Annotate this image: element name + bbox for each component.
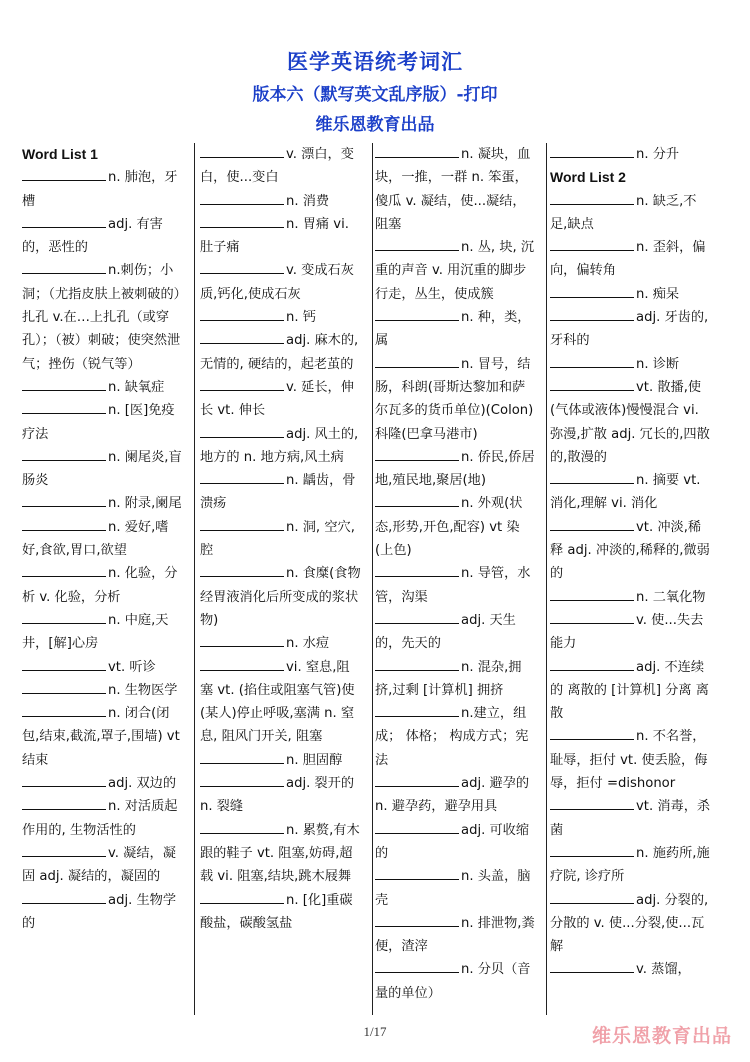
- definition-text: n. 爱好,嗜好,食欲,胃口,欲望: [22, 519, 169, 559]
- answer-blank: [200, 633, 284, 647]
- definition-text: adj. 麻木的, 无情的, 硬结的，起老茧的: [200, 333, 359, 372]
- answer-blank: [550, 610, 634, 624]
- answer-blank: [22, 260, 106, 274]
- answer-blank: [22, 517, 106, 531]
- definition-text: n. 混杂,拥挤,过剩 [计算机] 拥挤: [375, 659, 522, 698]
- vocab-entry: [22, 702, 184, 772]
- definition-text: n. 排泄物,粪便，渣滓: [375, 915, 535, 955]
- answer-blank: [22, 167, 106, 181]
- word-list-heading: Word List 2: [550, 169, 626, 186]
- answer-blank: [375, 610, 459, 624]
- vocab-entry: [550, 283, 712, 306]
- definition-text: vt. 散播,使(气体或液体)慢慢混合 vi. 弥漫,扩散 adj. 冗长的,四散的,散漫的: [550, 379, 710, 465]
- answer-blank: [550, 796, 634, 810]
- vocab-entry: [550, 958, 712, 981]
- answer-blank: [200, 214, 284, 228]
- definition-text: vt. 听诊: [108, 659, 156, 675]
- definition-text: adj. 可收缩的: [375, 822, 530, 861]
- definition-text: vt. 消毒，杀菌: [550, 799, 711, 838]
- vocab-entry: [375, 353, 537, 446]
- answer-blank: [550, 144, 634, 158]
- definition-text: adj. 牙齿的, 牙科的: [550, 310, 709, 349]
- vocab-entry: [550, 306, 712, 353]
- vocab-entry: [375, 446, 537, 493]
- vocab-entry: [22, 889, 184, 936]
- answer-blank: [375, 773, 459, 787]
- definition-text: n. 二氧化物: [636, 589, 706, 605]
- definition-text: n. 诊断: [636, 356, 680, 372]
- vocab-entry: [375, 609, 537, 656]
- answer-blank: [375, 563, 459, 577]
- vocab-entry: [22, 795, 184, 842]
- answer-blank: [375, 959, 459, 973]
- vocab-entry: [200, 889, 362, 936]
- vocab-entry: [550, 143, 712, 166]
- answer-blank: [22, 563, 106, 577]
- vocab-entry: [550, 190, 712, 237]
- definition-text: n.刺伤；小洞；（尤指皮肤上被刺破的）扎孔 v.在…上扎孔（或穿孔）；（被）刺破；使突然泄气；挫伤（锐气等）: [22, 263, 181, 372]
- definition-text: v. 使...失去能力: [550, 612, 704, 652]
- definition-text: v. 漂白，变白，使...变白: [200, 147, 354, 186]
- vocab-entry: [22, 656, 184, 679]
- vocab-entry: [200, 772, 362, 819]
- vocab-entry: [200, 329, 362, 376]
- vocab-entry: [22, 679, 184, 702]
- definition-text: adj. 裂开的 n. 裂缝: [200, 776, 355, 815]
- answer-blank: [200, 260, 284, 274]
- vocab-entry: [22, 213, 184, 260]
- definition-text: n. 钙: [286, 310, 316, 326]
- answer-blank: [200, 470, 284, 484]
- answer-blank: [200, 657, 284, 671]
- definition-text: adj. 避孕的 n. 避孕药，避孕用具: [375, 776, 530, 815]
- definition-text: n. [化]重碳酸盐，碳酸氢盐: [200, 892, 353, 931]
- definition-text: n. 导管，水管，沟渠: [375, 566, 531, 605]
- definition-text: n. 累赘,有木跟的鞋子 vt. 阻塞,妨碍,超载 vi. 阻塞,结块,跳木屐舞: [200, 822, 360, 885]
- definition-text: n. 外观(状态,形势,开色,配容) vt 染(上色): [375, 496, 523, 559]
- vocab-entry: [22, 259, 184, 375]
- vocab-entry: [200, 819, 362, 889]
- definition-text: n. 中庭,天井，[解]心房: [22, 612, 169, 652]
- answer-blank: [550, 890, 634, 904]
- word-list-heading: Word List 1: [22, 146, 98, 162]
- definition-text: n.建立，组成； 体格； 构成方式；宪法: [375, 706, 529, 768]
- answer-blank: [550, 377, 634, 391]
- vocab-entry: [200, 423, 362, 470]
- answer-blank: [375, 913, 459, 927]
- vocab-entry: [550, 376, 712, 469]
- definition-text: n. [医]免疫疗法: [22, 403, 175, 442]
- definition-text: n. 歪斜，偏向，偏转角: [550, 240, 706, 279]
- definition-text: v. 延长，伸长 vt. 伸长: [200, 379, 354, 419]
- definition-text: n. 缺氧症: [108, 379, 165, 395]
- vocab-entry: [375, 236, 537, 306]
- vocab-entry: [550, 656, 712, 726]
- vocab-entry: [200, 469, 362, 516]
- vocab-entry: [375, 562, 537, 609]
- vocab-entry: [550, 609, 712, 656]
- definition-text: n. 对活质起作用的, 生物活性的: [22, 799, 178, 838]
- answer-blank: [22, 400, 106, 414]
- vocab-entry: [375, 656, 537, 703]
- vocab-entry: [22, 399, 184, 446]
- vocab-entry: [200, 376, 362, 423]
- vocab-entry: [200, 656, 362, 749]
- vocab-entry: [200, 259, 362, 306]
- definition-text: adj. 生物学的: [22, 892, 177, 931]
- definition-text: n. 化验，分析 v. 化验，分析: [22, 566, 178, 605]
- vocab-entry: [22, 516, 184, 563]
- definition-text: n. 丛, 块, 沉重的声音 v. 用沉重的脚步行走，丛生，使成簇: [375, 240, 535, 302]
- answer-blank: [375, 237, 459, 251]
- answer-blank: [550, 657, 634, 671]
- definition-text: adj. 风土的, 地方的 n. 地方病,风土病: [200, 426, 359, 465]
- answer-blank: [200, 307, 284, 321]
- answer-blank: [550, 517, 634, 531]
- answer-blank: [200, 424, 284, 438]
- vocab-entry: [200, 749, 362, 772]
- vocab-entry: [550, 516, 712, 586]
- vocab-entry: [22, 376, 184, 399]
- definition-text: vi. 窒息,阻塞 vt. (掐住或阻塞气管)使(某人)停止呼吸,塞满 n. 窒息, 阻风门开关, 阻塞: [200, 659, 355, 745]
- definition-text: adj. 不连续的 离散的 [计算机] 分离 离散: [550, 659, 709, 722]
- answer-blank: [22, 843, 106, 857]
- answer-blank: [375, 657, 459, 671]
- vocab-entry: [200, 306, 362, 329]
- definition-text: n. 分升: [636, 147, 680, 162]
- vocab-entry: [22, 842, 184, 889]
- column-divider: [546, 143, 547, 1015]
- vocab-entry: [550, 889, 712, 959]
- answer-blank: [200, 773, 284, 787]
- vocab-entry: [550, 236, 712, 283]
- vocab-entry: [550, 586, 712, 609]
- vocab-entry: [550, 353, 712, 376]
- definition-text: n. 消费: [286, 193, 330, 209]
- vocab-entry: [200, 190, 362, 213]
- answer-blank: [550, 843, 634, 857]
- definition-text: n. 水痘: [286, 636, 330, 652]
- definition-text: n. 食糜(食物经胃液消化后所变成的浆状物): [200, 566, 361, 628]
- answer-blank: [22, 796, 106, 810]
- definition-text: n. 种，类，属: [375, 310, 531, 349]
- answer-blank: [200, 191, 284, 205]
- answer-blank: [550, 284, 634, 298]
- answer-blank: [22, 890, 106, 904]
- definition-text: n. 附录,阑尾: [108, 496, 182, 512]
- vocab-entry: [22, 446, 184, 493]
- column-3: [375, 143, 537, 1015]
- definition-text: n. 侨民,侨居地,殖民地,聚居(地): [375, 449, 535, 489]
- answer-blank: [375, 820, 459, 834]
- definition-text: n. 分贝（音量的单位）: [375, 962, 531, 1001]
- definition-text: adj. 有害的，恶性的: [22, 216, 163, 256]
- definition-text: n. 洞, 空穴, 腔: [200, 519, 355, 559]
- vocab-entry: [375, 958, 537, 1005]
- answer-blank: [550, 959, 634, 973]
- answer-blank: [22, 703, 106, 717]
- answer-blank: [22, 493, 106, 507]
- definition-text: n. 摘要 vt. 消化,理解 vi. 消化: [550, 473, 701, 512]
- answer-blank: [200, 563, 284, 577]
- answer-blank: [22, 377, 106, 391]
- answer-blank: [550, 237, 634, 251]
- answer-blank: [200, 820, 284, 834]
- answer-blank: [200, 377, 284, 391]
- answer-blank: [22, 773, 106, 787]
- definition-text: adj. 双边的: [108, 776, 177, 792]
- vocab-entry: [375, 306, 537, 353]
- definition-text: n. 头盖，脑壳: [375, 869, 531, 908]
- definition-text: n. 阑尾炎,盲肠炎: [22, 449, 182, 489]
- vocab-entry: [375, 819, 537, 866]
- vocab-entry: [22, 166, 184, 213]
- vocab-entry: [375, 865, 537, 912]
- answer-blank: [22, 657, 106, 671]
- vocab-entry: [375, 492, 537, 562]
- answer-blank: [550, 587, 634, 601]
- answer-blank: [375, 144, 459, 158]
- vocab-entry: [22, 562, 184, 609]
- answer-blank: [375, 307, 459, 321]
- definition-text: n. 龋齿，骨溃疡: [200, 473, 356, 512]
- watermark-logo: 维乐恩教育出品: [591, 1025, 732, 1047]
- answer-blank: [375, 703, 459, 717]
- vocabulary-columns: [22, 143, 732, 1015]
- vocab-entry: [550, 725, 712, 795]
- definition-text: n. 冒号，结肠，科朗(哥斯达黎加和萨尔瓦多的货币单位)(Colon)科隆(巴拿马港市): [375, 356, 534, 442]
- vocab-entry: [200, 213, 362, 260]
- definition-text: n. 胃痛 vi. 肚子痛: [200, 216, 349, 256]
- vocab-entry: [375, 702, 537, 772]
- page-number: 1/17: [363, 1024, 387, 1039]
- definition-text: vt. 冲淡,稀释 adj. 冲淡的,稀释的,微弱的: [550, 519, 710, 582]
- publisher-line: 维乐恩教育出品: [315, 115, 435, 135]
- document-title: 医学英语统考词汇: [287, 50, 463, 74]
- definition-text: adj. 天生的，先天的: [375, 612, 516, 652]
- definition-text: n. 肺泡，牙槽: [22, 170, 178, 209]
- definition-text: n. 缺乏,不足,缺点: [550, 193, 697, 232]
- answer-blank: [200, 750, 284, 764]
- answer-blank: [375, 354, 459, 368]
- answer-blank: [550, 191, 634, 205]
- answer-blank: [200, 890, 284, 904]
- definition-text: n. 胆固醇: [286, 752, 343, 768]
- definition-text: adj. 分裂的,分散的 v. 使...分裂,使...瓦解: [550, 892, 709, 955]
- answer-blank: [22, 214, 106, 228]
- vocab-entry: [200, 632, 362, 655]
- definition-text: v. 蒸馏，: [636, 962, 691, 978]
- vocab-entry: [375, 143, 537, 236]
- vocab-entry: [200, 516, 362, 563]
- answer-blank: [200, 144, 284, 158]
- vocab-entry: [200, 143, 362, 190]
- definition-text: v. 凝结，凝固 adj. 凝结的，凝固的: [22, 845, 176, 885]
- answer-blank: [375, 447, 459, 461]
- column-4: [550, 143, 712, 1015]
- answer-blank: [200, 330, 284, 344]
- vocab-entry: [375, 772, 537, 819]
- answer-blank: [550, 470, 634, 484]
- vocab-entry: [375, 912, 537, 959]
- vocab-entry: [550, 795, 712, 842]
- vocab-entry: [200, 562, 362, 632]
- definition-text: n. 不名誉，耻辱，拒付 vt. 使丢脸，侮辱，拒付 =dishonor: [550, 729, 708, 792]
- vocab-entry: [22, 492, 184, 515]
- definition-text: n. 痴呆: [636, 286, 680, 302]
- definition-text: n. 凝块，血块，一推，一群 n. 笨蛋，傻瓜 v. 凝结，使...凝结，阻塞: [375, 147, 531, 232]
- answer-blank: [550, 726, 634, 740]
- vocab-entry: [550, 842, 712, 889]
- document-subtitle: 版本六（默写英文乱序版）-打印: [252, 85, 498, 105]
- answer-blank: [375, 493, 459, 507]
- column-2: [200, 143, 362, 1015]
- column-1: [22, 143, 184, 1015]
- answer-blank: [22, 447, 106, 461]
- answer-blank: [550, 307, 634, 321]
- definition-text: v. 变成石灰质,钙化,使成石灰: [200, 263, 354, 302]
- answer-blank: [375, 866, 459, 880]
- answer-blank: [550, 354, 634, 368]
- answer-blank: [22, 610, 106, 624]
- definition-text: n. 生物医学: [108, 682, 178, 698]
- vocab-entry: [550, 469, 712, 516]
- answer-blank: [22, 680, 106, 694]
- definition-text: n. 施药所,施疗院, 诊疗所: [550, 845, 710, 885]
- answer-blank: [200, 517, 284, 531]
- column-divider: [372, 143, 373, 1015]
- definition-text: n. 闭合(闭包,结束,截流,罩子,围墙) vt 结束: [22, 706, 180, 768]
- vocab-entry: [22, 772, 184, 795]
- column-divider: [194, 143, 195, 1015]
- vocab-entry: [22, 609, 184, 656]
